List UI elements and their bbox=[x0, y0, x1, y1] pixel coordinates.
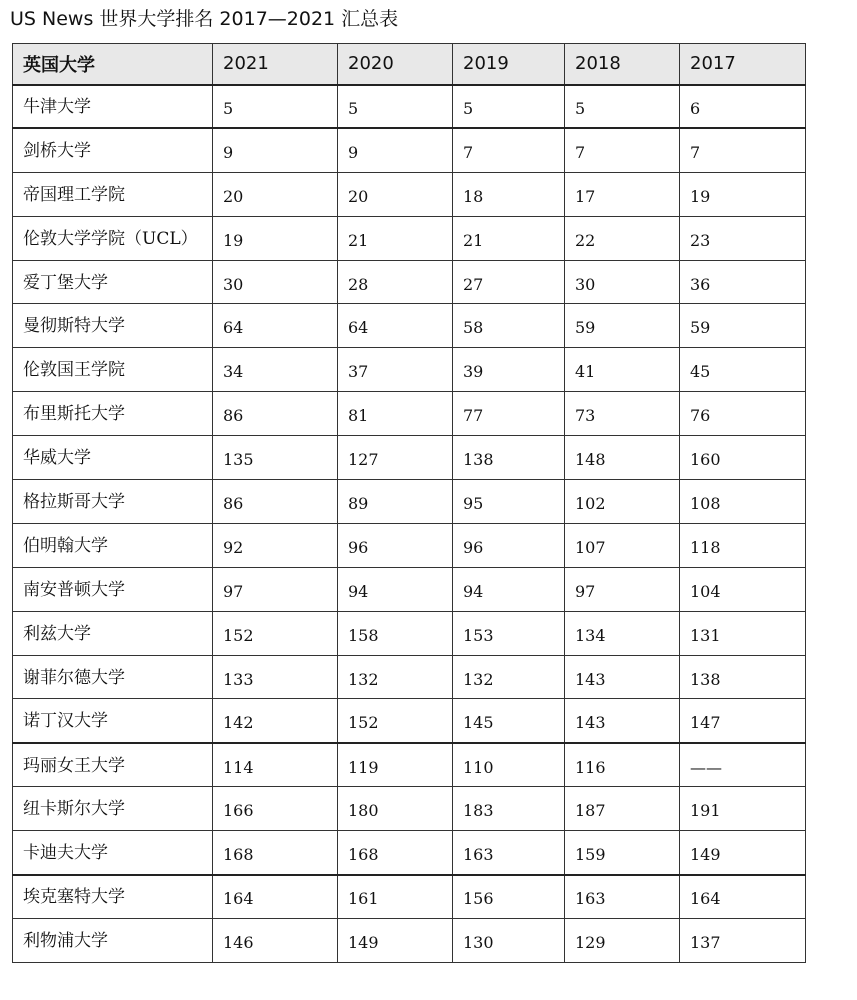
table-row bbox=[13, 655, 806, 699]
rank-cell: 143 bbox=[565, 699, 680, 743]
university-name-cell: 埃克塞特大学 bbox=[13, 875, 213, 919]
university-name-cell: 剑桥大学 bbox=[13, 128, 213, 172]
rank-cell: 168 bbox=[213, 831, 338, 875]
rank-cell: 21 bbox=[338, 216, 453, 260]
rank-cell: 152 bbox=[338, 699, 453, 743]
header-cell-year: 2019 bbox=[453, 44, 565, 85]
rank-cell: 5 bbox=[453, 85, 565, 129]
university-name-cell: 南安普顿大学 bbox=[13, 567, 213, 611]
table-row bbox=[13, 875, 806, 919]
header-cell-university: 英国大学 bbox=[13, 44, 213, 85]
rank-cell: 18 bbox=[453, 172, 565, 216]
table-row bbox=[13, 831, 806, 875]
rank-cell: 7 bbox=[565, 128, 680, 172]
university-name-cell: 爱丁堡大学 bbox=[13, 260, 213, 304]
rank-cell: 9 bbox=[338, 128, 453, 172]
university-name-cell: 布里斯托大学 bbox=[13, 392, 213, 436]
table-row bbox=[13, 743, 806, 787]
rank-cell: 168 bbox=[338, 831, 453, 875]
university-name-cell: 伦敦大学学院（UCL） bbox=[13, 216, 213, 260]
rank-cell: 5 bbox=[338, 85, 453, 129]
rank-cell: —— bbox=[680, 743, 806, 787]
university-name-cell: 诺丁汉大学 bbox=[13, 699, 213, 743]
rank-cell: 160 bbox=[680, 436, 806, 480]
rank-cell: 45 bbox=[680, 348, 806, 392]
rank-cell: 180 bbox=[338, 787, 453, 831]
rank-cell: 138 bbox=[453, 436, 565, 480]
rank-cell: 28 bbox=[338, 260, 453, 304]
rank-cell: 39 bbox=[453, 348, 565, 392]
table-row bbox=[13, 260, 806, 304]
rank-cell: 21 bbox=[453, 216, 565, 260]
rank-cell: 135 bbox=[213, 436, 338, 480]
rank-cell: 104 bbox=[680, 567, 806, 611]
rank-cell: 129 bbox=[565, 918, 680, 962]
rank-cell: 110 bbox=[453, 743, 565, 787]
rank-cell: 108 bbox=[680, 480, 806, 524]
table-row bbox=[13, 567, 806, 611]
rank-cell: 138 bbox=[680, 655, 806, 699]
rank-cell: 132 bbox=[338, 655, 453, 699]
rank-cell: 149 bbox=[338, 918, 453, 962]
rank-cell: 30 bbox=[565, 260, 680, 304]
rank-cell: 92 bbox=[213, 523, 338, 567]
rank-cell: 166 bbox=[213, 787, 338, 831]
rank-cell: 58 bbox=[453, 304, 565, 348]
university-name-cell: 纽卡斯尔大学 bbox=[13, 787, 213, 831]
rank-cell: 89 bbox=[338, 480, 453, 524]
rank-cell: 97 bbox=[213, 567, 338, 611]
rank-cell: 30 bbox=[213, 260, 338, 304]
rank-cell: 96 bbox=[338, 523, 453, 567]
rank-cell: 7 bbox=[680, 128, 806, 172]
rank-cell: 147 bbox=[680, 699, 806, 743]
rank-cell: 97 bbox=[565, 567, 680, 611]
rank-cell: 159 bbox=[565, 831, 680, 875]
university-name-cell: 曼彻斯特大学 bbox=[13, 304, 213, 348]
rank-cell: 137 bbox=[680, 918, 806, 962]
rank-cell: 9 bbox=[213, 128, 338, 172]
rank-cell: 163 bbox=[565, 875, 680, 919]
rank-cell: 23 bbox=[680, 216, 806, 260]
rank-cell: 94 bbox=[338, 567, 453, 611]
university-name-cell: 玛丽女王大学 bbox=[13, 743, 213, 787]
rank-cell: 76 bbox=[680, 392, 806, 436]
rank-cell: 5 bbox=[565, 85, 680, 129]
rank-cell: 64 bbox=[338, 304, 453, 348]
rank-cell: 86 bbox=[213, 480, 338, 524]
rank-cell: 19 bbox=[213, 216, 338, 260]
rank-cell: 142 bbox=[213, 699, 338, 743]
rank-cell: 152 bbox=[213, 611, 338, 655]
rank-cell: 6 bbox=[680, 85, 806, 129]
rank-cell: 59 bbox=[680, 304, 806, 348]
table-row bbox=[13, 480, 806, 524]
rank-cell: 5 bbox=[213, 85, 338, 129]
university-name-cell: 华威大学 bbox=[13, 436, 213, 480]
rank-cell: 119 bbox=[338, 743, 453, 787]
rank-cell: 7 bbox=[453, 128, 565, 172]
rank-cell: 148 bbox=[565, 436, 680, 480]
rank-cell: 96 bbox=[453, 523, 565, 567]
table-row bbox=[13, 216, 806, 260]
rank-cell: 27 bbox=[453, 260, 565, 304]
rank-cell: 73 bbox=[565, 392, 680, 436]
rank-cell: 36 bbox=[680, 260, 806, 304]
rank-cell: 156 bbox=[453, 875, 565, 919]
rank-cell: 118 bbox=[680, 523, 806, 567]
rank-cell: 116 bbox=[565, 743, 680, 787]
rank-cell: 81 bbox=[338, 392, 453, 436]
rank-cell: 77 bbox=[453, 392, 565, 436]
rank-cell: 133 bbox=[213, 655, 338, 699]
rank-cell: 37 bbox=[338, 348, 453, 392]
rank-cell: 22 bbox=[565, 216, 680, 260]
table-row bbox=[13, 523, 806, 567]
rank-cell: 20 bbox=[338, 172, 453, 216]
rank-cell: 59 bbox=[565, 304, 680, 348]
rank-cell: 187 bbox=[565, 787, 680, 831]
rank-cell: 19 bbox=[680, 172, 806, 216]
rank-cell: 86 bbox=[213, 392, 338, 436]
rank-cell: 95 bbox=[453, 480, 565, 524]
university-name-cell: 卡迪夫大学 bbox=[13, 831, 213, 875]
rank-cell: 64 bbox=[213, 304, 338, 348]
header-row bbox=[13, 44, 806, 85]
rank-cell: 41 bbox=[565, 348, 680, 392]
university-name-cell: 谢菲尔德大学 bbox=[13, 655, 213, 699]
rank-cell: 130 bbox=[453, 918, 565, 962]
header-cell-year: 2018 bbox=[565, 44, 680, 85]
university-name-cell: 利物浦大学 bbox=[13, 918, 213, 962]
rank-cell: 102 bbox=[565, 480, 680, 524]
rank-cell: 191 bbox=[680, 787, 806, 831]
rank-cell: 161 bbox=[338, 875, 453, 919]
table-row bbox=[13, 85, 806, 129]
table-row bbox=[13, 611, 806, 655]
rank-cell: 143 bbox=[565, 655, 680, 699]
rank-cell: 17 bbox=[565, 172, 680, 216]
table-row bbox=[13, 392, 806, 436]
table-body bbox=[13, 85, 806, 963]
page-title: US News 世界大学排名 2017—2021 汇总表 bbox=[10, 8, 399, 30]
rank-cell: 107 bbox=[565, 523, 680, 567]
university-name-cell: 格拉斯哥大学 bbox=[13, 480, 213, 524]
header-cell-year: 2020 bbox=[338, 44, 453, 85]
table-row bbox=[13, 128, 806, 172]
rank-cell: 114 bbox=[213, 743, 338, 787]
rank-cell: 146 bbox=[213, 918, 338, 962]
university-name-cell: 伯明翰大学 bbox=[13, 523, 213, 567]
table-row bbox=[13, 918, 806, 962]
rank-cell: 20 bbox=[213, 172, 338, 216]
rank-cell: 132 bbox=[453, 655, 565, 699]
ranking-table bbox=[12, 43, 806, 963]
university-name-cell: 伦敦国王学院 bbox=[13, 348, 213, 392]
university-name-cell: 利兹大学 bbox=[13, 611, 213, 655]
header-cell-year: 2017 bbox=[680, 44, 806, 85]
table-row bbox=[13, 787, 806, 831]
rank-cell: 131 bbox=[680, 611, 806, 655]
table-row bbox=[13, 348, 806, 392]
rank-cell: 127 bbox=[338, 436, 453, 480]
rank-cell: 164 bbox=[680, 875, 806, 919]
header-cell-year: 2021 bbox=[213, 44, 338, 85]
university-name-cell: 帝国理工学院 bbox=[13, 172, 213, 216]
rank-cell: 153 bbox=[453, 611, 565, 655]
table-header bbox=[13, 44, 806, 85]
rank-cell: 145 bbox=[453, 699, 565, 743]
rank-cell: 158 bbox=[338, 611, 453, 655]
rank-cell: 94 bbox=[453, 567, 565, 611]
table-row bbox=[13, 699, 806, 743]
table-row bbox=[13, 436, 806, 480]
table-row bbox=[13, 172, 806, 216]
rank-cell: 164 bbox=[213, 875, 338, 919]
university-name-cell: 牛津大学 bbox=[13, 85, 213, 129]
rank-cell: 34 bbox=[213, 348, 338, 392]
table-row bbox=[13, 304, 806, 348]
rank-cell: 134 bbox=[565, 611, 680, 655]
rank-cell: 163 bbox=[453, 831, 565, 875]
rank-cell: 149 bbox=[680, 831, 806, 875]
rank-cell: 183 bbox=[453, 787, 565, 831]
